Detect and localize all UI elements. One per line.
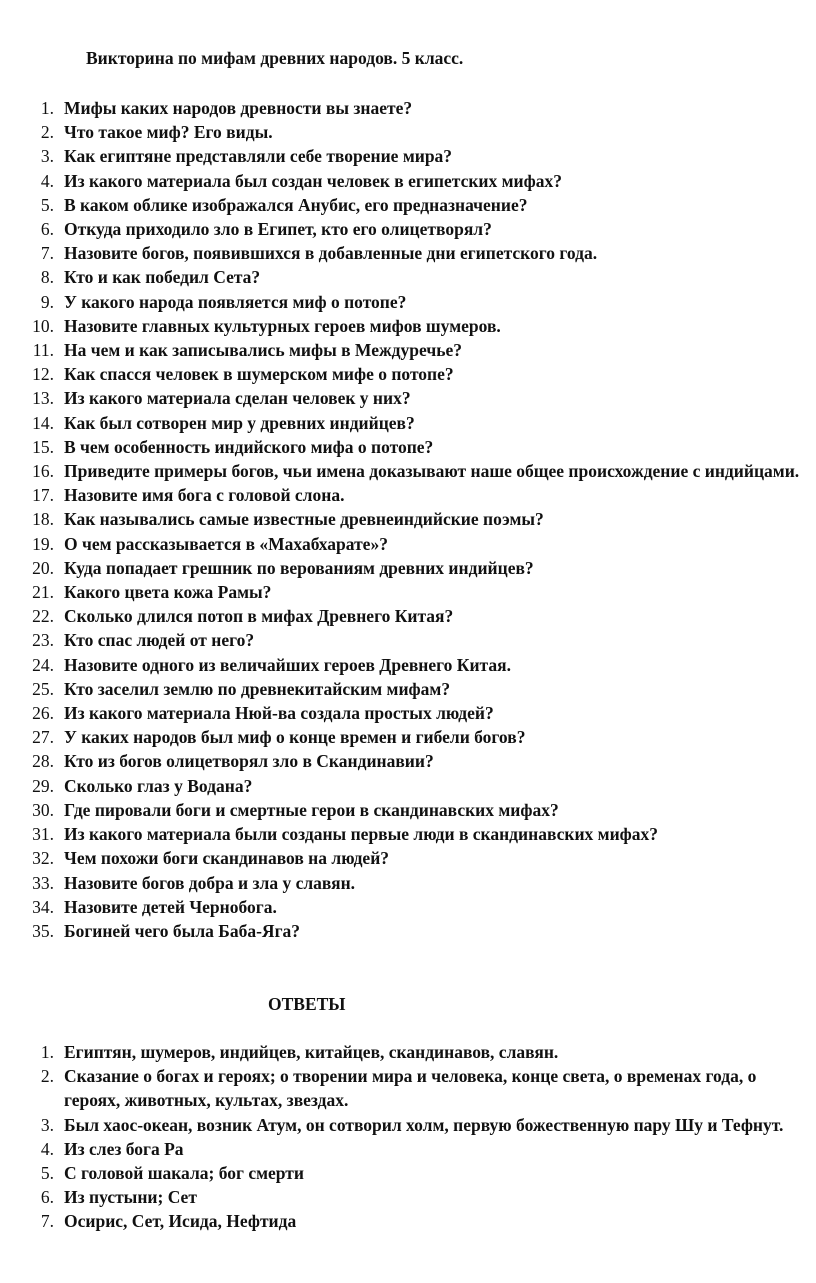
- question-number: 12.: [32, 364, 54, 385]
- question-text: Назовите одного из величайших героев Древнего Китая.: [64, 654, 511, 675]
- question-item: [0, 435, 816, 459]
- question-text: На чем и как записывались мифы в Междуречье?: [64, 340, 462, 361]
- question-number: 6.: [40, 219, 54, 240]
- question-number: 31.: [32, 824, 54, 845]
- question-number: 28.: [32, 751, 54, 772]
- answer-item: [0, 1113, 801, 1137]
- answer-text: Из слез бога Ра: [64, 1138, 184, 1159]
- question-text: Назовите детей Чернобога.: [64, 896, 277, 917]
- question-item: [0, 362, 816, 386]
- question-number: 14.: [32, 412, 54, 433]
- answer-text: Сказание о богах и героях; о творении мира и человека, конце света, о временах года, о героях, животных, культах, звездах.: [64, 1066, 757, 1111]
- question-text: Сколько длился потоп в мифах Древнего Китая?: [64, 606, 454, 627]
- question-text: В каком облике изображался Анубис, его предназначение?: [64, 194, 528, 215]
- answers-heading: ОТВЕТЫ: [268, 994, 346, 1014]
- question-item: [0, 798, 816, 822]
- answer-item: [0, 1040, 816, 1064]
- question-item: [0, 580, 816, 604]
- question-text: Как египтяне представляли себе творение мира?: [64, 146, 453, 167]
- answer-item: [0, 1185, 816, 1209]
- question-text: Кто и как победил Сета?: [64, 267, 261, 288]
- question-text: Назовите имя бога с головой слона.: [64, 485, 345, 506]
- question-item: [0, 265, 816, 289]
- quiz-title: Викторина по мифам древних народов. 5 класс.: [86, 48, 464, 68]
- question-number: 3.: [40, 146, 54, 167]
- question-number: 29.: [32, 775, 54, 796]
- question-number: 27.: [32, 727, 54, 748]
- question-text: Сколько глаз у Водана?: [64, 775, 253, 796]
- question-text: Куда попадает грешник по верованиям древних индийцев?: [64, 557, 534, 578]
- answer-number: 3.: [40, 1114, 54, 1135]
- question-item: [0, 653, 816, 677]
- question-number: 15.: [32, 436, 54, 457]
- question-item: [0, 169, 816, 193]
- question-number: 23.: [32, 630, 54, 651]
- question-text: Из какого материала был создан человек в египетских мифах?: [64, 170, 562, 191]
- question-item: [0, 871, 816, 895]
- answer-item: [0, 1064, 801, 1112]
- answer-number: 7.: [40, 1211, 54, 1232]
- question-number: 1.: [40, 98, 54, 118]
- question-number: 35.: [32, 920, 54, 941]
- question-text: Как был сотворен мир у древних индийцев?: [64, 412, 415, 433]
- question-number: 2.: [40, 122, 54, 143]
- question-item: [0, 556, 816, 580]
- question-text: Какого цвета кожа Рамы?: [64, 582, 272, 603]
- question-item: [0, 749, 816, 773]
- question-text: Из какого материала Нюй-ва создала простых людей?: [64, 703, 494, 724]
- answer-number: 6.: [40, 1187, 54, 1208]
- question-item: [0, 314, 816, 338]
- question-number: 16.: [32, 461, 54, 482]
- question-item: [0, 459, 816, 483]
- question-text: Где пировали боги и смертные герои в скандинавских мифах?: [64, 799, 559, 820]
- question-number: 33.: [32, 872, 54, 893]
- question-item: [0, 628, 816, 652]
- question-text: Как спасся человек в шумерском мифе о потопе?: [64, 364, 454, 385]
- question-item: [0, 386, 816, 410]
- question-text: Приведите примеры богов, чьи имена доказывают наше общее происхождение с индийцами.: [64, 461, 800, 482]
- question-item: [0, 701, 816, 725]
- question-item: [0, 338, 816, 362]
- question-text: Мифы каких народов древности вы знаете?: [64, 98, 413, 118]
- question-text: Что такое миф? Его виды.: [64, 122, 273, 143]
- question-number: 22.: [32, 606, 54, 627]
- question-text: О чем рассказывается в «Махабхарате»?: [64, 533, 388, 554]
- question-number: 20.: [32, 557, 54, 578]
- question-item: [0, 507, 816, 531]
- question-number: 32.: [32, 848, 54, 869]
- question-item: [0, 919, 816, 943]
- question-text: Назовите главных культурных героев мифов шумеров.: [64, 315, 501, 336]
- question-text: У какого народа появляется миф о потопе?: [64, 291, 407, 312]
- question-number: 19.: [32, 533, 54, 554]
- answer-number: 5.: [40, 1163, 54, 1184]
- question-item: [0, 193, 816, 217]
- question-number: 5.: [40, 194, 54, 215]
- question-number: 24.: [32, 654, 54, 675]
- question-item: [0, 144, 816, 168]
- question-text: Из какого материала сделан человек у них?: [64, 388, 411, 409]
- question-number: 11.: [32, 340, 54, 361]
- answer-text: Осирис, Сет, Исида, Нефтида: [64, 1211, 297, 1232]
- question-number: 7.: [40, 243, 54, 264]
- question-item: [0, 411, 816, 435]
- question-item: [0, 241, 816, 265]
- question-item: [0, 822, 816, 846]
- question-text: Кто из богов олицетворял зло в Скандинавии?: [64, 751, 434, 772]
- question-item: [0, 96, 816, 120]
- answer-item: [0, 1209, 816, 1233]
- question-number: 26.: [32, 703, 54, 724]
- question-number: 4.: [40, 170, 54, 191]
- question-item: [0, 774, 816, 798]
- question-item: [0, 120, 816, 144]
- question-item: [0, 846, 816, 870]
- answers-list: [0, 1040, 816, 1234]
- question-number: 10.: [32, 315, 54, 336]
- question-item: [0, 483, 816, 507]
- answer-text: Из пустыни; Сет: [64, 1187, 197, 1208]
- question-item: [0, 604, 816, 628]
- question-item: [0, 677, 816, 701]
- question-text: Откуда приходило зло в Египет, кто его олицетворял?: [64, 219, 492, 240]
- question-number: 18.: [32, 509, 54, 530]
- answer-number: 1.: [40, 1042, 54, 1062]
- question-number: 9.: [40, 291, 54, 312]
- answer-item: [0, 1137, 816, 1161]
- question-text: Из какого материала были созданы первые люди в скандинавских мифах?: [64, 824, 659, 845]
- answer-number: 2.: [40, 1066, 54, 1087]
- answer-number: 4.: [40, 1138, 54, 1159]
- question-number: 30.: [32, 799, 54, 820]
- question-text: Назовите богов добра и зла у славян.: [64, 872, 356, 893]
- question-text: Назовите богов, появившихся в добавленные дни египетского года.: [64, 243, 598, 264]
- question-text: Как назывались самые известные древнеиндийские поэмы?: [64, 509, 544, 530]
- question-number: 25.: [32, 678, 54, 699]
- answer-item: [0, 1161, 816, 1185]
- question-number: 34.: [32, 896, 54, 917]
- question-text: Богиней чего была Баба-Яга?: [64, 920, 301, 941]
- answer-text: Был хаос-океан, возник Атум, он сотворил холм, первую божественную пару Шу и Тефнут.: [64, 1114, 784, 1135]
- question-text: Кто заселил землю по древнекитайским мифам?: [64, 678, 451, 699]
- answer-text: С головой шакала; бог смерти: [64, 1163, 304, 1184]
- question-number: 13.: [32, 388, 54, 409]
- question-item: [0, 532, 816, 556]
- question-item: [0, 217, 816, 241]
- question-number: 17.: [32, 485, 54, 506]
- answer-text: Египтян, шумеров, индийцев, китайцев, скандинавов, славян.: [64, 1042, 559, 1062]
- questions-list: [0, 96, 816, 943]
- question-text: У каких народов был миф о конце времен и гибели богов?: [64, 727, 526, 748]
- question-item: [0, 895, 816, 919]
- question-number: 8.: [40, 267, 54, 288]
- question-text: Кто спас людей от него?: [64, 630, 255, 651]
- question-text: В чем особенность индийского мифа о потопе?: [64, 436, 434, 457]
- question-item: [0, 725, 816, 749]
- question-item: [0, 290, 816, 314]
- question-number: 21.: [32, 582, 54, 603]
- question-text: Чем похожи боги скандинавов на людей?: [64, 848, 390, 869]
